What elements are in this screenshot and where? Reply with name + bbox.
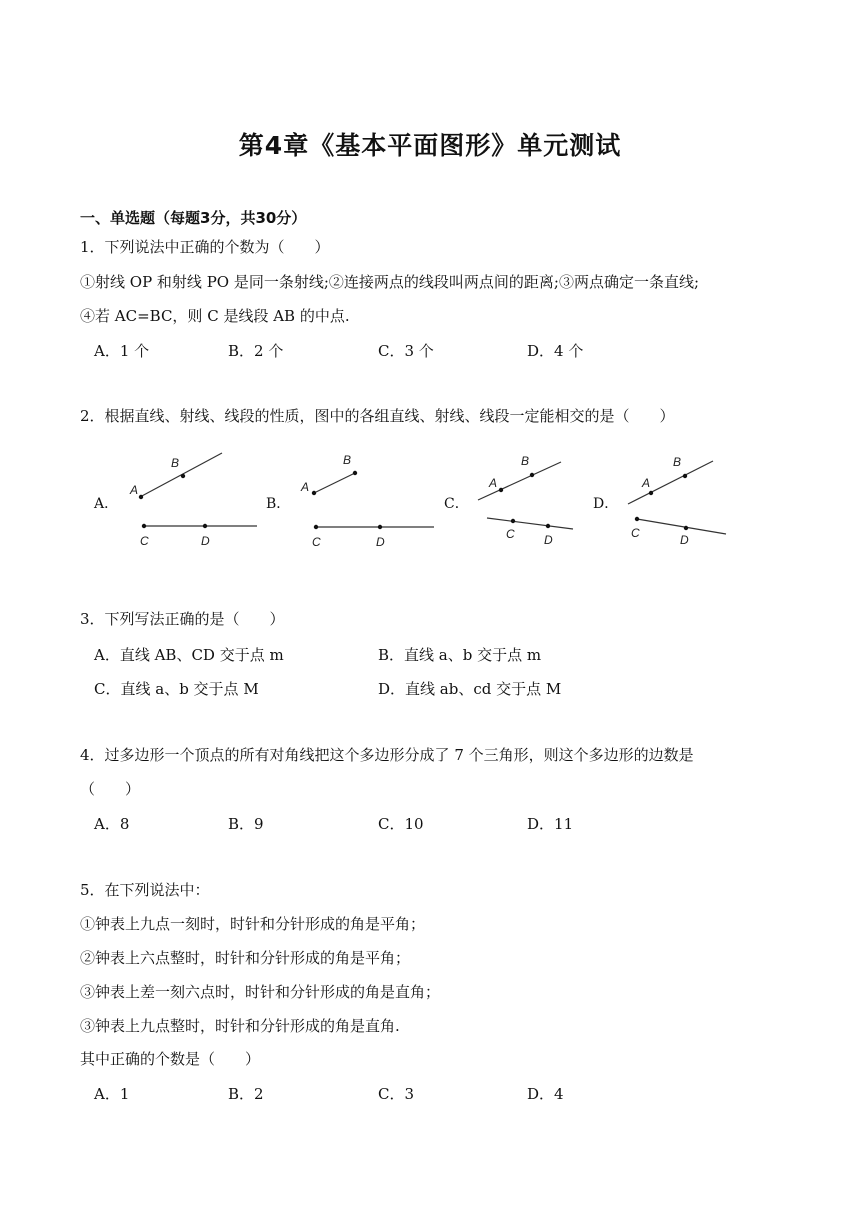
q2-option-b[interactable]: B． [266, 496, 291, 512]
q2-option-a[interactable]: A． [94, 496, 119, 512]
q3-option-d[interactable]: D．直线 ab、cd 交于点 M [378, 680, 562, 698]
q2-option-c[interactable]: C． [444, 496, 469, 512]
q1-line3: ④若 AC=BC，则 C 是线段 AB 的中点. [80, 307, 350, 325]
q2-figure-b [300, 453, 434, 549]
svg-text:B: B [673, 455, 682, 469]
q1-option-b[interactable]: B．2 个 [228, 342, 284, 360]
q2-option-d[interactable]: D． [593, 496, 619, 512]
svg-text:C: C [506, 527, 515, 541]
svg-text:D: D [680, 533, 689, 547]
q3-option-a[interactable]: A．直线 AB、CD 交于点 m [94, 646, 284, 664]
q2-figures [0, 440, 860, 560]
q5-item-2: ②钟表上六点整时，时针和分针形成的角是平角； [80, 949, 411, 967]
q5-item-4: ③钟表上九点整时，时针和分针形成的角是直角. [80, 1017, 400, 1035]
q4-option-c[interactable]: C．10 [378, 815, 424, 833]
q5-item-1: ①钟表上九点一刻时，时针和分针形成的角是平角； [80, 915, 426, 933]
page-title: 第4章《基本平面图形》单元测试 [238, 131, 622, 160]
q5-question: 其中正确的个数是（ ） [80, 1050, 261, 1068]
q3-option-b[interactable]: B．直线 a、b 交于点 m [378, 646, 542, 664]
svg-text:A: A [642, 476, 651, 490]
svg-text:B: B [521, 454, 530, 468]
svg-text:D: D [201, 534, 210, 548]
q4-option-b[interactable]: B．9 [228, 815, 264, 833]
q2-figure-d [628, 455, 726, 547]
q5-stem: 5．在下列说法中： [80, 881, 210, 899]
q2-figure-c [478, 454, 573, 547]
q1-stem: 1．下列说法中正确的个数为（ ） [80, 238, 330, 256]
svg-text:A: A [301, 480, 310, 494]
q1-option-c[interactable]: C．3 个 [378, 342, 434, 360]
q2-stem: 2．根据直线、射线、线段的性质，图中的各组直线、射线、线段一定能相交的是（ ） [80, 407, 675, 425]
q4-stem-continued: （ ） [80, 780, 141, 798]
q5-option-d[interactable]: D．4 [527, 1085, 564, 1103]
q2-figure-a [129, 453, 257, 548]
q3-stem: 3．下列写法正确的是（ ） [80, 610, 285, 628]
q5-option-a[interactable]: A．1 [94, 1085, 130, 1103]
svg-text:A: A [489, 476, 498, 490]
q1-line2: ①射线 OP 和射线 PO 是同一条射线;②连接两点的线段叫两点间的距离;③两点确定一条直线; [80, 273, 700, 291]
q4-stem: 4．过多边形一个顶点的所有对角线把这个多边形分成了 7 个三角形，则这个多边形的边数是 [80, 746, 694, 764]
q4-option-a[interactable]: A．8 [94, 815, 130, 833]
q1-option-a[interactable]: A．1 个 [94, 342, 150, 360]
svg-text:C: C [140, 534, 149, 548]
section-heading-single-choice: 一、单选题（每题3分，共30分） [80, 209, 307, 227]
svg-text:C: C [312, 535, 321, 549]
q5-item-3: ③钟表上差一刻六点时，时针和分针形成的角是直角； [80, 983, 441, 1001]
svg-text:D: D [544, 533, 553, 547]
svg-text:A: A [130, 483, 139, 497]
q3-option-c[interactable]: C．直线 a、b 交于点 M [94, 680, 259, 698]
q4-option-d[interactable]: D．11 [527, 815, 574, 833]
svg-text:B: B [171, 456, 180, 470]
svg-text:C: C [631, 526, 640, 540]
q5-option-b[interactable]: B．2 [228, 1085, 264, 1103]
svg-text:B: B [343, 453, 352, 467]
svg-text:D: D [376, 535, 385, 549]
q1-option-d[interactable]: D．4 个 [527, 342, 584, 360]
q5-option-c[interactable]: C．3 [378, 1085, 415, 1103]
